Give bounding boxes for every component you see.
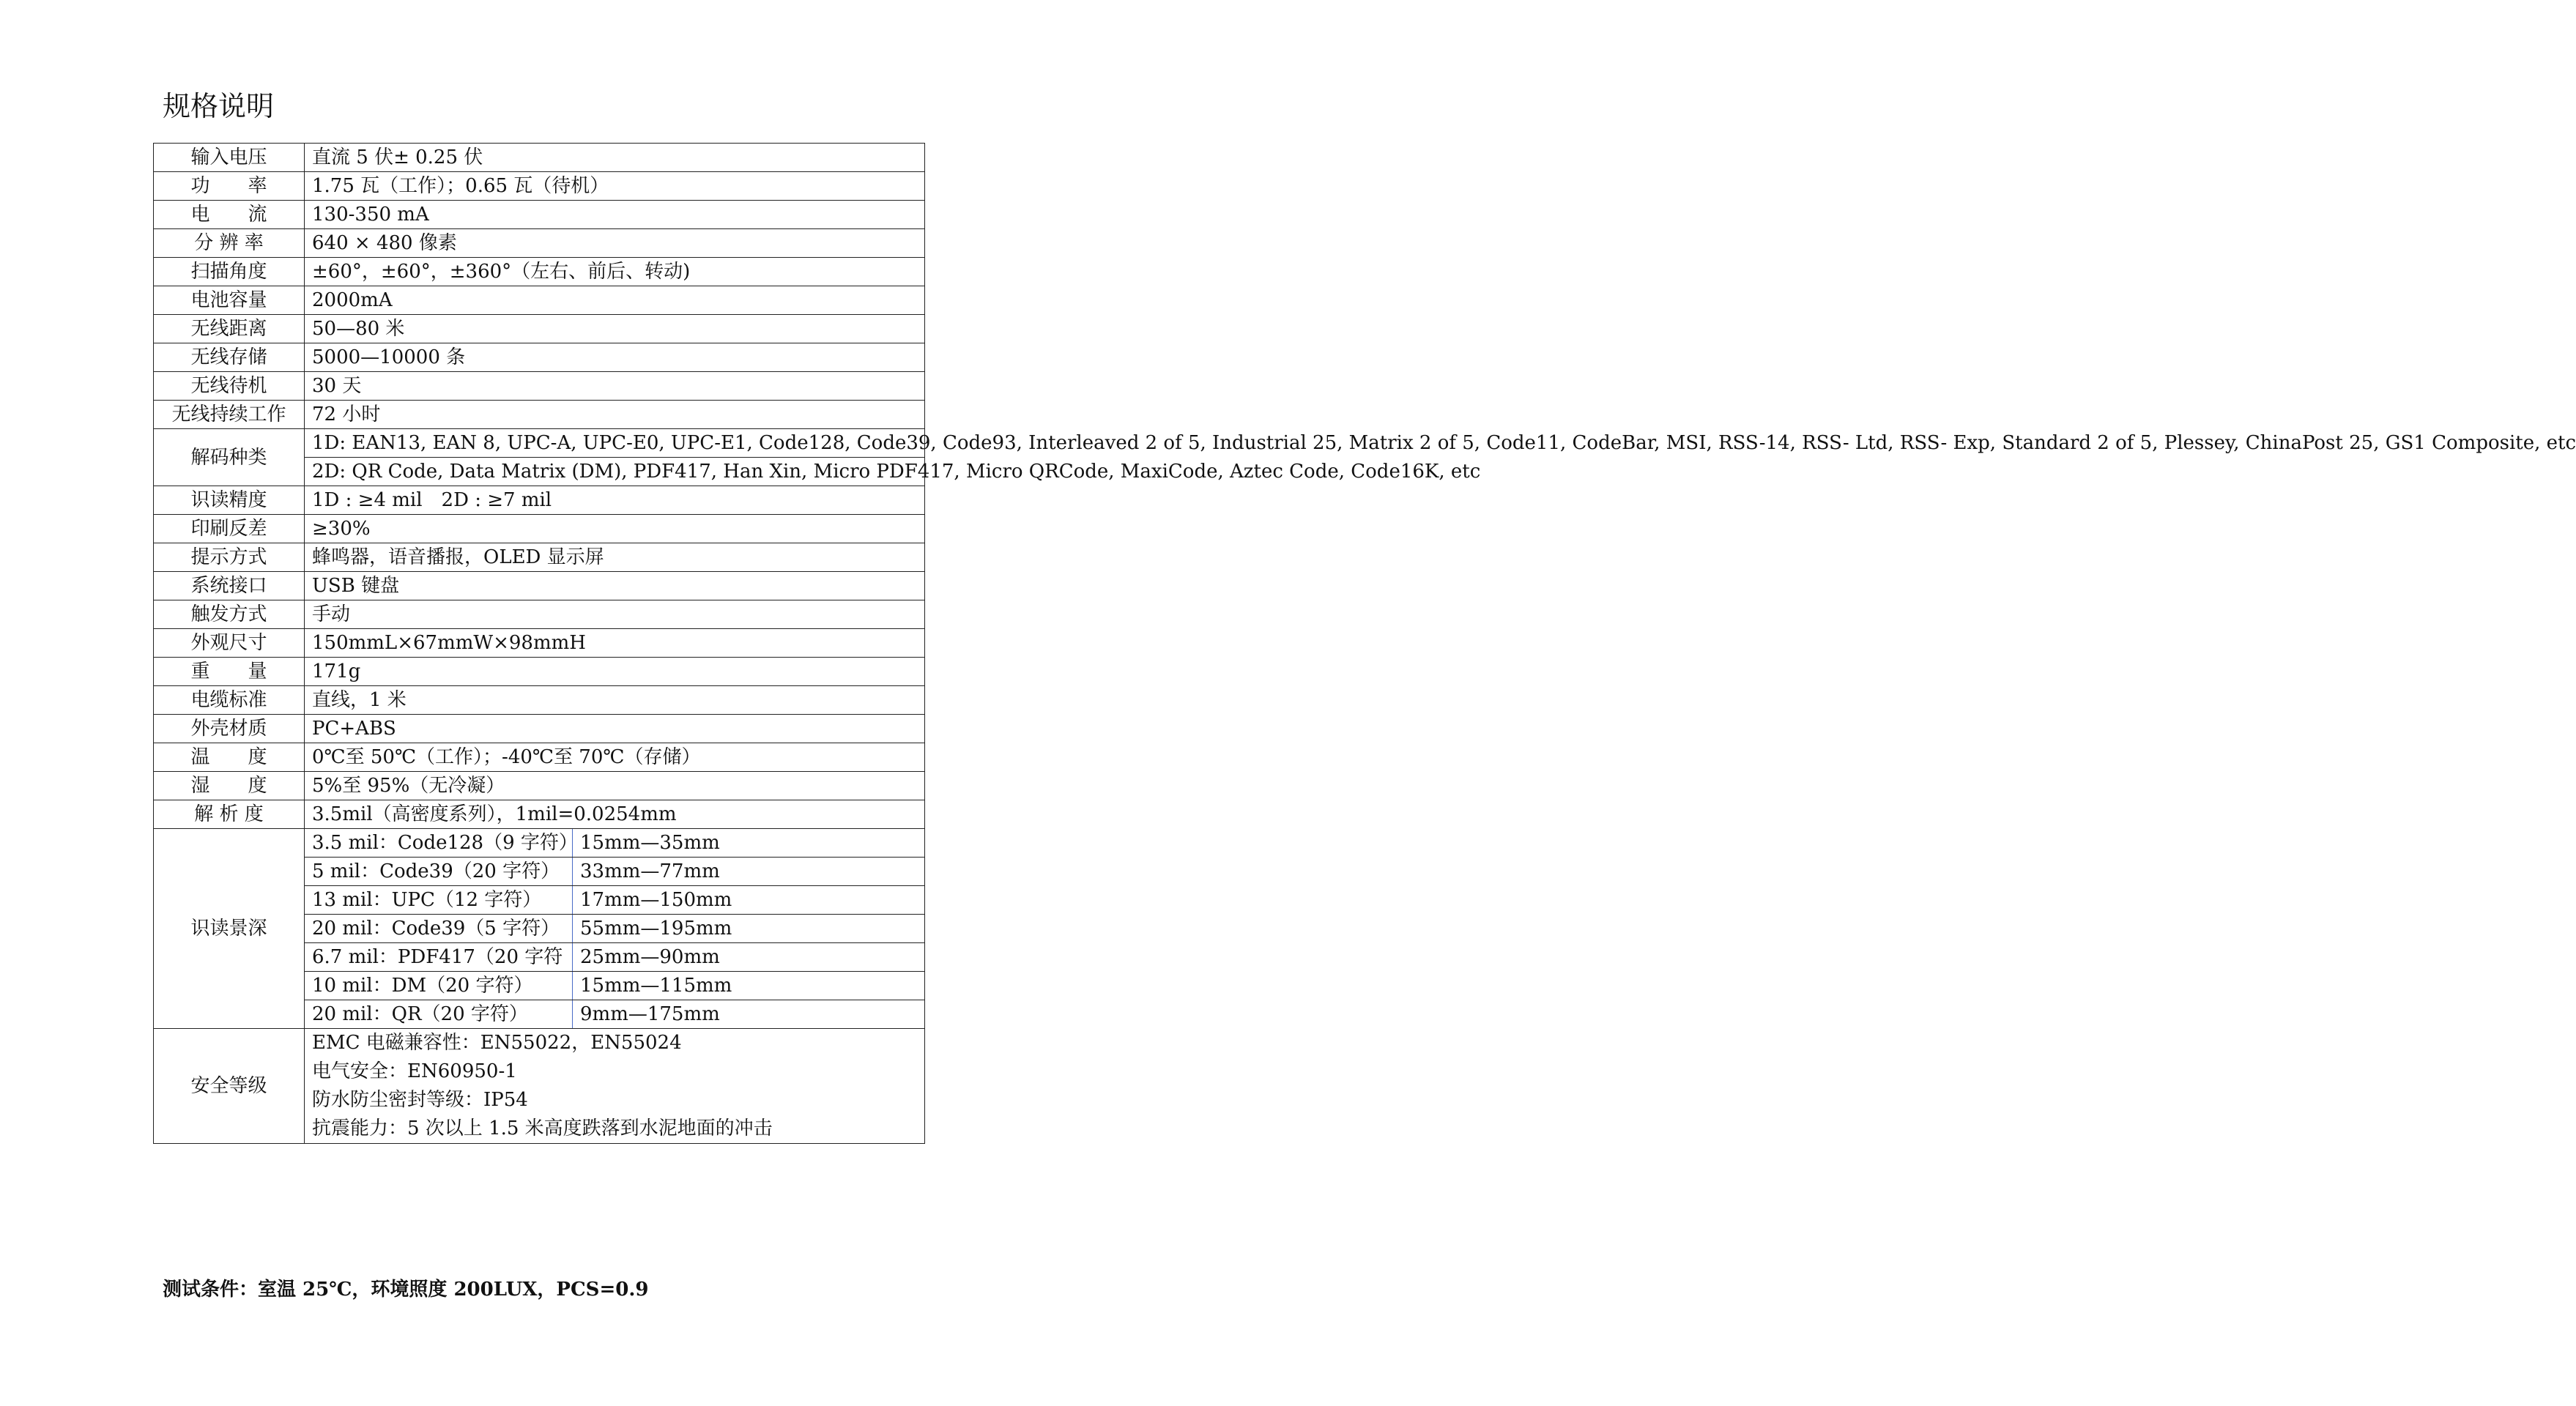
dof-range: 9mm—175mm: [580, 1003, 720, 1025]
row-value: 手动: [305, 600, 925, 629]
table-row: [154, 172, 925, 201]
dof-label: 识读景深: [154, 829, 305, 1029]
row-label: 解 析 度: [154, 800, 305, 829]
test-conditions-note: 测试条件：室温 25℃，环境照度 200LUX，PCS=0.9: [163, 1279, 649, 1301]
row-value: 130-350 mA: [305, 201, 925, 229]
decode-2d-list: 2D: QR Code, Data Matrix (DM), PDF417, Han Xin, Micro PDF417, Micro QRCode, MaxiCode, Aztec Code, Code16K, etc: [305, 458, 925, 486]
page-title: 规格说明: [163, 90, 275, 122]
row-label: 电 流: [154, 201, 305, 229]
row-label: 无线持续工作: [154, 401, 305, 429]
table-row: [154, 486, 925, 515]
row-label: 外壳材质: [154, 715, 305, 743]
row-value: 1.75 瓦（工作）；0.65 瓦（待机）: [305, 172, 925, 201]
dof-table: [305, 829, 924, 1028]
row-label: 提示方式: [154, 543, 305, 572]
row-value: 72 小时: [305, 401, 925, 429]
table-row-decode-1d: [154, 429, 925, 458]
dof-code: 6.7 mil：PDF417（20 字符: [305, 943, 573, 972]
row-value: 直流 5 伏± 0.25 伏: [305, 144, 925, 172]
row-label: 电缆标准: [154, 686, 305, 715]
row-value: 640 × 480 像素: [305, 229, 925, 258]
dof-row: [305, 972, 924, 1000]
table-row: [154, 229, 925, 258]
dof-range: 25mm—90mm: [573, 943, 925, 972]
table-row: [154, 144, 925, 172]
row-label: 扫描角度: [154, 258, 305, 286]
row-value: 2000mA: [305, 286, 925, 315]
row-label: 触发方式: [154, 600, 305, 629]
dof-code: 20 mil：Code39（5 字符）: [305, 915, 573, 943]
dof-row: [305, 943, 924, 972]
safety-line: 电气安全：EN60950-1: [312, 1060, 517, 1082]
row-value: 5%至 95%（无冷凝）: [305, 772, 925, 800]
row-value: 直线，1 米: [305, 686, 925, 715]
table-row: [154, 600, 925, 629]
safety-line: 防水防尘密封等级：IP54: [312, 1089, 528, 1111]
table-row: [154, 515, 925, 543]
safety-line: 抗震能力：5 次以上 1.5 米高度跌落到水泥地面的冲击: [312, 1117, 773, 1139]
row-value: 5000—10000 条: [305, 343, 925, 372]
row-label: 无线距离: [154, 315, 305, 343]
dof-range: 17mm—150mm: [573, 886, 925, 915]
table-row: [154, 715, 925, 743]
row-value: 1D : ≥4 mil 2D : ≥7 mil: [305, 486, 925, 515]
row-label: 外观尺寸: [154, 629, 305, 658]
spec-table: [153, 143, 2576, 1144]
row-label: 湿 度: [154, 772, 305, 800]
dof-range: 15mm—115mm: [573, 972, 925, 1000]
table-row: [154, 800, 925, 829]
dof-range: 33mm—77mm: [573, 858, 925, 886]
table-row: [154, 772, 925, 800]
dof-cell: [305, 829, 925, 1029]
row-value: 蜂鸣器，语音播报，OLED 显示屏: [305, 543, 925, 572]
table-row: [154, 286, 925, 315]
dof-row: [305, 915, 924, 943]
row-value: ±60°，±60°，±360°（左右、前后、转动): [305, 258, 925, 286]
row-label: 印刷反差: [154, 515, 305, 543]
row-label: 温 度: [154, 743, 305, 772]
dof-row: [305, 1000, 924, 1029]
row-label: 识读精度: [154, 486, 305, 515]
table-row: [154, 343, 925, 372]
table-row: [154, 315, 925, 343]
safety-label: 安全等级: [154, 1029, 305, 1144]
table-row-depth-of-field: [154, 829, 925, 1029]
dof-range: 55mm—195mm: [573, 915, 925, 943]
table-row: [154, 372, 925, 401]
row-label: 分 辨 率: [154, 229, 305, 258]
decode-1d-list: 1D: EAN13, EAN 8, UPC-A, UPC-E0, UPC-E1, Code128, Code39, Code93, Interleaved 2 of 5, Industrial 25, Matrix 2 of 5, Code11, CodeBar, MSI, RSS-14, RSS- Ltd, RSS- Exp, Standard 2 of 5, Plessey, ChinaPost 25, GS1 Composite, etc: [305, 429, 925, 458]
row-value: 50—80 米: [305, 315, 925, 343]
row-value: 171g: [305, 658, 925, 686]
row-label: 功 率: [154, 172, 305, 201]
row-value: ≥30%: [305, 515, 925, 543]
row-value: 0℃至 50℃（工作）；-40℃至 70℃（存储）: [305, 743, 925, 772]
row-label: 系统接口: [154, 572, 305, 600]
table-row: [154, 543, 925, 572]
row-label: 输入电压: [154, 144, 305, 172]
dof-row: [305, 886, 924, 915]
row-value: 3.5mil（高密度系列），1mil=0.0254mm: [305, 800, 925, 829]
row-value: 150mmL×67mmW×98mmH: [305, 629, 925, 658]
row-label: 无线待机: [154, 372, 305, 401]
table-row: [154, 258, 925, 286]
table-row: [154, 201, 925, 229]
row-value: USB 键盘: [305, 572, 925, 600]
dof-code: 13 mil：UPC（12 字符）: [305, 886, 573, 915]
row-label: 电池容量: [154, 286, 305, 315]
decode-label: 解码种类: [154, 429, 305, 486]
row-value: 30 天: [305, 372, 925, 401]
dof-row: [305, 829, 924, 858]
table-row: [154, 572, 925, 600]
safety-line: EMC 电磁兼容性：EN55022，EN55024: [312, 1032, 682, 1054]
table-row: [154, 401, 925, 429]
table-row-safety: [154, 1029, 925, 1144]
dof-code: 5 mil：Code39（20 字符）: [305, 858, 573, 886]
table-row: [154, 686, 925, 715]
safety-cell: [305, 1029, 925, 1144]
table-row: [154, 743, 925, 772]
dof-range: 15mm—35mm: [573, 829, 925, 858]
row-value: PC+ABS: [305, 715, 925, 743]
dof-code: 3.5 mil：Code128（9 字符）: [305, 829, 573, 858]
dof-code: 10 mil：DM（20 字符）: [305, 972, 573, 1000]
row-label: 无线存储: [154, 343, 305, 372]
row-label: 重 量: [154, 658, 305, 686]
table-row: [154, 658, 925, 686]
table-row: [154, 629, 925, 658]
dof-row: [305, 858, 924, 886]
dof-code: 20 mil：QR（20 字符）: [305, 1000, 573, 1029]
